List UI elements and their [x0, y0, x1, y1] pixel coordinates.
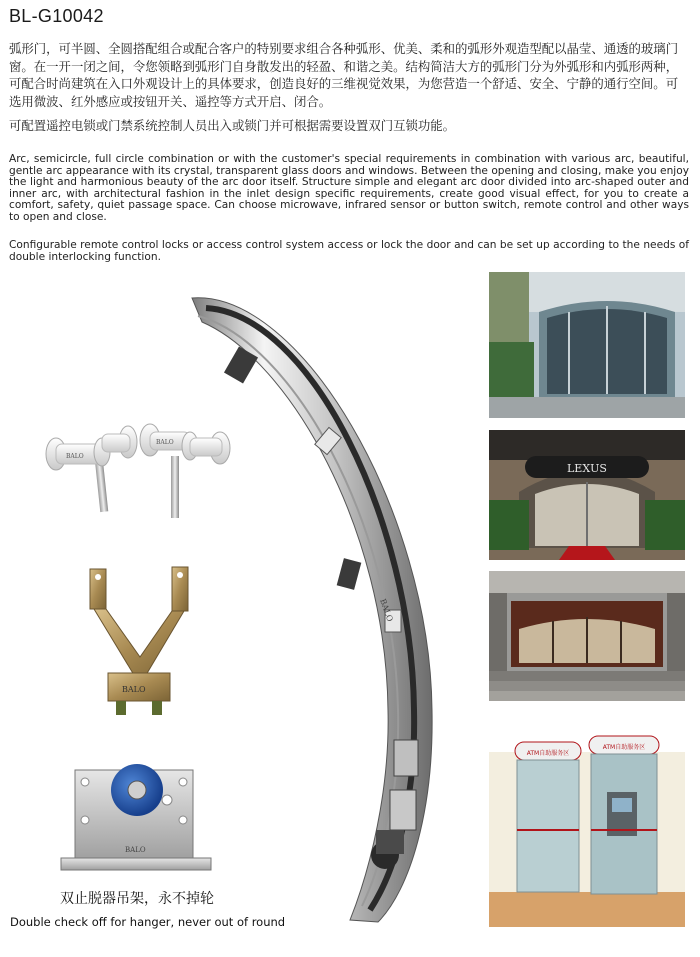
product-model: BL-G10042 — [9, 6, 104, 26]
photo-glass-curved-door-entrance — [489, 272, 685, 418]
description-zh-paragraph-1: 弧形门，可半圆、全圆搭配组合或配合客户的特别要求组合各种弧形、优美、柔和的弧形外观造型配以晶莹、通透的玻璃门窗。在一开一闭之间，令您领略到弧形门自身散发出的轻盈、和谐之美。结构简洁大方的弧形门分为外弧形和内弧形两种，可配合时尚建筑在入口外观设计上的具体要求，创造良好的三维视觉效果，为您营造一个舒适、安全、宁静的通行空间。可选用微波、红外感应或按钮开关、遥控等方式开启、闭合。 — [9, 41, 679, 109]
caption-en: Double check off for hanger, never out of round — [10, 915, 286, 929]
balo-label: BALO — [378, 597, 395, 623]
description-en-paragraph-1: Arc, semicircle, full circle combination or with the customer's special requirements in combination with various arc, beautiful, gentle arc appearance with its crystal, transparent glass doors and windows. Between the opening and closing, make you enjoy the light and harmonious beauty of the arc door itself. Structure simple and elegant arc door divided into arc-shaped outer and inner arc, with architectural fashion in the inlet design specific requirements, create good visual effect, for you to create a comfort, safety, quiet passage space. Can choose microwave, infrared sensor or button switch, remote control and other ways to open and close. — [9, 153, 689, 223]
balo-label: BALO — [156, 439, 174, 446]
caption-zh: 双止脱器吊架，永不掉轮 — [60, 891, 214, 907]
description-zh-paragraph-2: 可配置遥控电锁或门禁系统控制人员出入或锁门并可根据需要设置双门互锁功能。 — [9, 118, 456, 133]
balo-label: BALO — [122, 685, 146, 694]
balo-label: BALO — [66, 453, 84, 460]
photo-lexus-showroom-door — [489, 430, 685, 560]
atm-sign: ATM自助服务区 — [526, 750, 570, 757]
lexus-sign: LEXUS — [567, 462, 607, 475]
curved-track-illustration — [180, 270, 470, 935]
atm-sign: ATM自助服务区 — [602, 744, 646, 751]
photo-atm-booths — [489, 712, 685, 927]
balo-label: BALO — [125, 846, 146, 854]
photo-stone-building-arc-door — [489, 571, 685, 701]
description-en-paragraph-2: Configurable remote control locks or access control system access or lock the door and can be set up according to the needs of double interlocking function. — [9, 239, 689, 263]
